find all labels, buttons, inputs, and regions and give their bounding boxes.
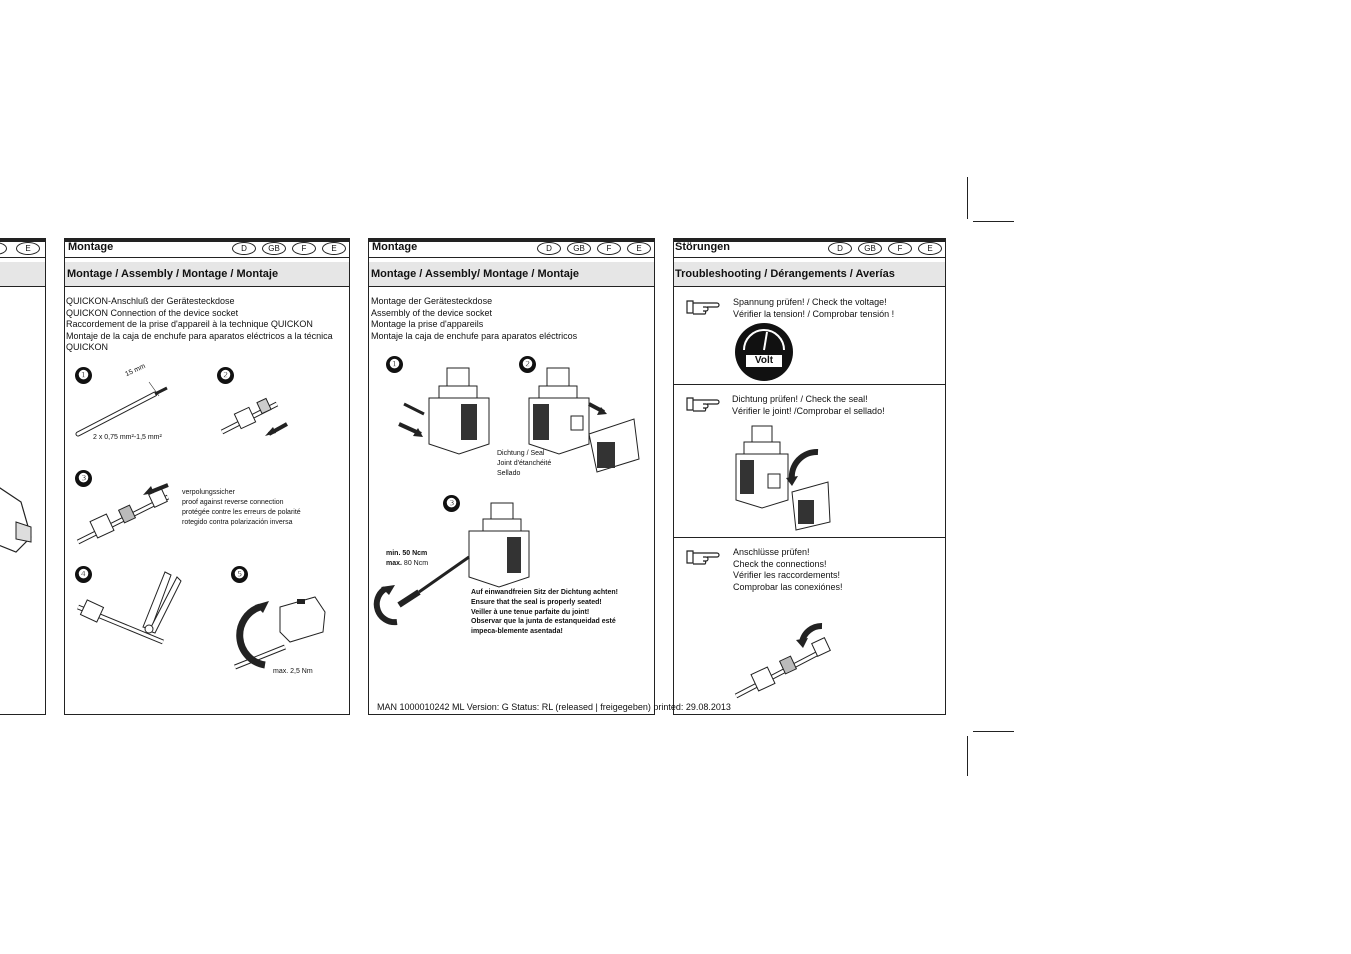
lang-badge-gb: GB (858, 242, 882, 255)
seal-warning-line: Auf einwandfreien Sitz der Dichtung achten! (471, 589, 619, 596)
lang-badge-f: F (597, 242, 621, 255)
lang-badge: E (16, 242, 40, 255)
seal-label (497, 449, 551, 479)
crop-mark (967, 177, 968, 219)
language-badges (828, 242, 942, 255)
seal-label-line: Sellado (497, 470, 521, 477)
check-line: Spannung prüfen! / Check the voltage! (733, 297, 887, 307)
pointing-hand-icon (686, 548, 720, 566)
check-line: Vérifier la tension! / Comprobar tensión ! (733, 308, 895, 319)
socket-torque-illustration (235, 587, 335, 667)
label-15mm: 15 mm (124, 362, 147, 379)
crop-mark (973, 221, 1014, 222)
seal-label-line: Joint d'étanchéité (497, 460, 552, 467)
lang-badge-e: E (322, 242, 346, 255)
panel-subtitle: Troubleshooting / Dérangements / Averías (675, 268, 895, 280)
panel-header (674, 242, 945, 258)
seal-label-line: Dichtung / Seal (497, 450, 545, 457)
language-badges (232, 242, 346, 255)
check-line: Comprobar las conexiónes! (733, 581, 843, 592)
panel-title: Montage (372, 241, 418, 253)
step-number-2: ❷ (519, 356, 536, 373)
valve-socket-illustration (399, 364, 509, 464)
panel-title: Montage (68, 241, 114, 253)
polarity-line: verpolungssicher (182, 489, 235, 496)
check-line: Dichtung prüfen! / Check the seal! (732, 394, 868, 404)
panel-montage-socket (368, 238, 655, 715)
intro-line: Montaje la caja de enchufe para aparatos eléctricos (371, 330, 578, 341)
polarity-line: rotegido contra polarización inversa (182, 519, 293, 526)
crimping-pliers-illustration (73, 567, 183, 667)
volt-label: Volt (754, 355, 774, 366)
panel-header (369, 242, 654, 258)
document-footer: MAN 1000010242 ML Version: G Status: RL (released | freigegeben) printed: 29.08.2013 (377, 702, 731, 712)
lang-badge-e: E (918, 242, 942, 255)
lang-badge-d: D (537, 242, 561, 255)
pointing-hand-icon (686, 395, 720, 413)
lang-badge-f: F (292, 242, 316, 255)
check-seal-text (732, 394, 885, 417)
cable-illustration (75, 372, 185, 442)
row-divider (674, 384, 945, 385)
seal-warning-line: impeca-blemente asentada! (471, 628, 563, 636)
step-number-4: ❹ (75, 566, 92, 583)
step-number-5: ❺ (231, 566, 248, 583)
lang-badge-gb: GB (262, 242, 286, 255)
seal-warning-line: Veiller à une tenue parfaite du joint! (471, 608, 590, 616)
connector-check-illustration (732, 612, 842, 702)
lang-badge-gb: GB (567, 242, 591, 255)
lang-badge-f: F (888, 242, 912, 255)
row-divider (674, 537, 945, 538)
check-connections-text (733, 547, 843, 593)
check-line: Anschlüsse prüfen! (733, 547, 810, 557)
intro-line: Montage la prise d'appareils (371, 319, 484, 330)
valve-seal-check-illustration (732, 422, 842, 532)
language-badges (537, 242, 651, 255)
polarity-text (182, 488, 301, 528)
connector-assembly-illustration (217, 382, 307, 442)
intro-line: Montage der Gerätesteckdose (371, 296, 493, 306)
partial-header (0, 242, 45, 258)
check-voltage-text (733, 297, 894, 320)
partial-panel-left (0, 238, 46, 715)
pointing-hand-icon (686, 298, 720, 316)
check-line: Vérifier le joint! /Comprobar el sellado! (732, 405, 885, 416)
lang-badge-d: D (828, 242, 852, 255)
panel-subheader (65, 262, 349, 287)
intro-line: QUICKON-Anschluß der Gerätesteckdose (66, 296, 235, 306)
panel-header (65, 242, 349, 258)
connector-illustration (0, 482, 47, 562)
panel-subtitle: Montage / Assembly/ Montage / Montaje (371, 268, 580, 280)
panel-subheader (674, 262, 945, 287)
intro-line: QUICKON Connection of the device socket (66, 307, 239, 318)
torque-max-label (386, 559, 428, 569)
torque-min-label: min. 50 Ncm (386, 550, 428, 557)
panel-subtitle: Montage / Assembly / Montage / Montaje (67, 268, 279, 280)
lang-badge-d: D (232, 242, 256, 255)
seal-warning-line: Observar que la junta de estanqueidad esté (471, 618, 616, 626)
polarity-line: proof against reverse connection (182, 499, 284, 506)
label-wire-size: 2 x 0,75 mm²-1,5 mm² (93, 434, 162, 441)
partial-subheader (0, 262, 45, 287)
polarity-connector-illustration (73, 477, 183, 547)
step-number-1: ❶ (75, 367, 92, 384)
step-number-3: ❸ (75, 470, 92, 487)
panel-troubleshooting (673, 238, 946, 715)
intro-line: Montaje de la caja de enchufe para aparatos eléctricos a la técnica (66, 330, 333, 341)
step-number-2: ❷ (217, 367, 234, 384)
seal-warning-line: Ensure that the seal is properly seated! (471, 598, 602, 606)
seal-warning-text (471, 588, 618, 637)
voltmeter-icon (734, 322, 794, 382)
intro-text (66, 296, 346, 354)
lang-badge-e: E (627, 242, 651, 255)
crop-mark (967, 736, 968, 776)
crop-mark (973, 731, 1014, 732)
intro-line: QUICKON (66, 342, 109, 353)
intro-line: Assembly of the device socket (371, 307, 493, 318)
intro-line: Raccordement de la prise d'appareil à la technique QUICKON (66, 319, 313, 330)
panel-subheader (369, 262, 654, 287)
step-number-3: ❸ (443, 495, 460, 512)
torque-label: max. 2,5 Nm (273, 668, 313, 675)
torque-max-prefix: max. (386, 560, 402, 567)
step-number-1: ❶ (386, 356, 403, 373)
panel-montage-quickon (64, 238, 350, 715)
intro-text (371, 296, 651, 342)
torque-max-value: 80 Ncm (403, 560, 429, 567)
polarity-line: protégée contre les erreurs de polarité (182, 509, 301, 516)
check-line: Check the connections! (733, 558, 827, 569)
panel-title: Störungen (675, 241, 730, 253)
lang-badge (0, 242, 7, 255)
check-line: Vérifier les raccordements! (733, 570, 841, 581)
